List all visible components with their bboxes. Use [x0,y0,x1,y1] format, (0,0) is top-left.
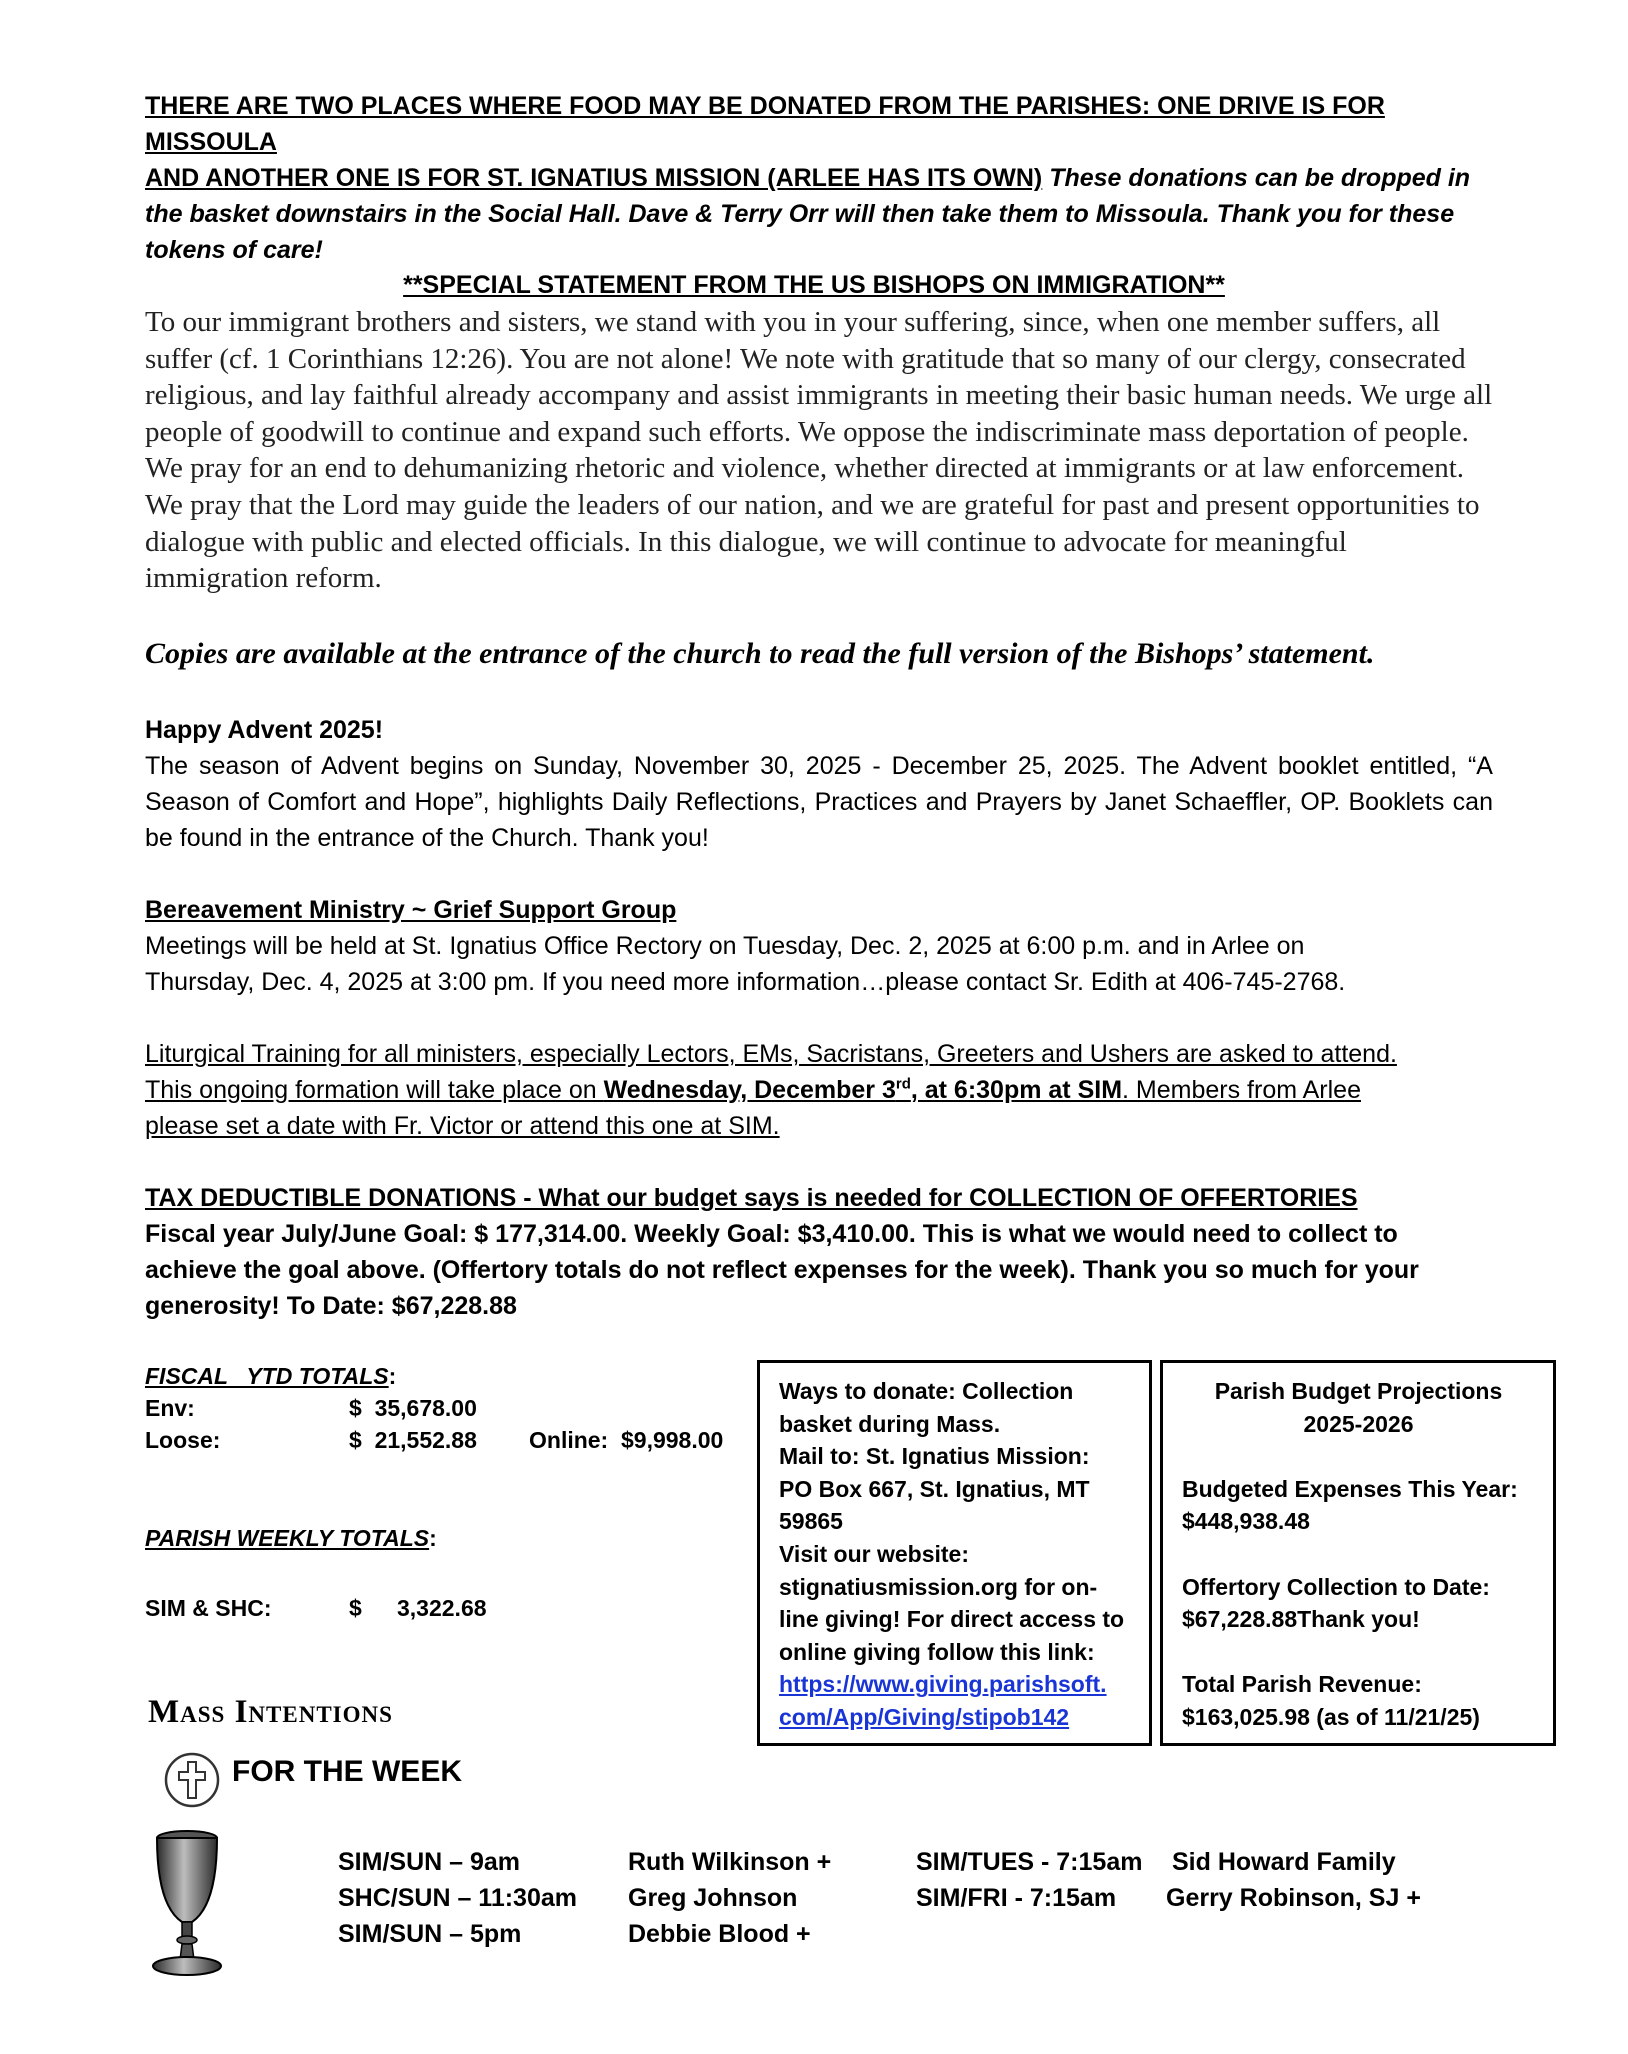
ways-line: line giving! For direct access to [779,1606,1125,1633]
giving-link-part2[interactable]: com/App/Giving/stipob142 [779,1703,1070,1730]
budget-revenue-label: Total Parish Revenue: [1182,1671,1422,1698]
weekly-currency: $ [349,1595,362,1621]
bereavement-title: Bereavement Ministry ~ Grief Support Group [145,896,677,924]
budget-revenue-value: $163,025.98 (as of 11/21/25) [1182,1703,1480,1730]
ways-to-donate-box [757,1360,1152,1746]
bereavement-line1: Meetings will be held at St. Ignatius Office Rectory on Tuesday, Dec. 2, 2025 at 6:00 p.m. and in Arlee on [145,932,1305,960]
budget-expenses-value: $448,938.48 [1182,1508,1310,1535]
budget-offertory-value: $67,228.88Thank you! [1182,1606,1420,1633]
liturgical-date-suffix: rd [895,1075,911,1093]
fiscal-ytd-heading [145,1360,396,1392]
mass-name-5: Gerry Robinson, SJ + [1166,1884,1421,1912]
liturgical-line2-post: . Members from Arlee [1122,1076,1361,1104]
liturgical-line1: Liturgical Training for all ministers, especially Lectors, EMs, Sacristans, Greeters and Ushers are asked to attend. [145,1040,1397,1068]
liturgical-line3: please set a date with Fr. Victor or attend this one at SIM. [145,1112,780,1140]
bishops-statement-body: To our immigrant brothers and sisters, we stand with you in your suffering, since, when one member suffers, all suffer (cf. 1 Corinthians 12:26). You are not alone! We note with gratitude that so many of our clergy, consecrated religious, and lay faithful already accompany and assist immigrants in meeting their basic human needs. We urge all people of goodwill to continue and expand such efforts. We oppose the indiscriminate mass deportation of people. We pray for an end to dehumanizing rhetoric and violence, whether directed at immigrants or at law enforcement. We pray that the Lord may guide the leaders of our nation, and we are grateful for past and present opportunities to dialogue with public and elected officials. In this dialogue, we will continue to advocate for meaningful immigration reform. [145,306,1493,595]
liturgical-line2-pre: This ongoing formation will take place on [145,1076,604,1104]
budget-title-line2: 2025-2026 [1303,1410,1414,1437]
loose-value: $ 21,552.88 [349,1427,477,1453]
bishops-copies-note: Copies are available at the entrance of the church to read the full version of the Bishops’ statement. [145,637,1375,670]
mass-time-4: SIM/TUES - 7:15am [916,1848,1143,1876]
chalice-icon [142,1828,232,1980]
giving-link[interactable] [779,1668,1131,1733]
mass-time-3: SIM/SUN – 5pm [338,1920,522,1948]
fiscal-ytd-colon: : [388,1363,397,1389]
ways-line: 59865 [779,1508,843,1535]
mass-name-2: Greg Johnson [628,1884,798,1912]
food-heading-line2: AND ANOTHER ONE IS FOR ST. IGNATIUS MISSION (ARLEE HAS ITS OWN) [145,164,1043,192]
ways-line: Visit our website: [779,1540,970,1567]
weekly-value: 3,322.68 [397,1595,487,1621]
bereavement-line2: Thursday, Dec. 4, 2025 at 3:00 pm. If you need more information…please contact Sr. Edith at 406-745-2768. [145,968,1346,996]
mass-time-5: SIM/FRI - 7:15am [916,1884,1117,1912]
liturgical-time: , at 6:30pm at SIM [910,1076,1123,1104]
env-value: $ 35,678.00 [349,1395,477,1421]
ways-line: basket during Mass. [779,1410,1001,1437]
budget-title-line1: Parish Budget Projections [1214,1378,1503,1404]
fiscal-ytd-heading-text: FISCAL YTD TOTALS [145,1363,389,1389]
mass-intentions-subtitle: FOR THE WEEK [232,1755,462,1788]
food-heading-line1: THERE ARE TWO PLACES WHERE FOOD MAY BE DONATED FROM THE PARISHES: ONE DRIVE IS FOR MISSOULA [145,92,1385,156]
ways-line: online giving follow this link: [779,1638,1095,1665]
ways-line: PO Box 667, St. Ignatius, MT [779,1475,1090,1502]
env-label: Env: [145,1395,195,1421]
weekly-label: SIM & SHC: [145,1595,272,1621]
ways-line: Ways to donate: Collection [779,1378,1074,1404]
mass-intentions-title: Mass Intentions [148,1694,393,1730]
liturgical-line2 [145,1072,1493,1108]
giving-link-part1[interactable]: https://www.giving.parishsoft. [779,1671,1107,1698]
loose-label: Loose: [145,1427,221,1453]
ways-line: stignatiusmission.org for on- [779,1573,1098,1600]
budget-expenses-label: Budgeted Expenses This Year: [1182,1475,1518,1502]
mass-name-4: Sid Howard Family [1172,1848,1396,1876]
mass-name-1: Ruth Wilkinson + [628,1848,832,1876]
budget-projections-box [1160,1360,1556,1746]
tax-body: Fiscal year July/June Goal: $ 177,314.00. Weekly Goal: $3,410.00. This is what we would need to collect to achieve the goal above. (Offertory totals do not reflect expenses for the week). Thank you so much for your generosity! To Date: $67,228.88 [145,1220,1419,1320]
liturgical-training-notice [145,1036,1493,1144]
mass-name-3: Debbie Blood + [628,1920,811,1948]
ways-line: Mail to: St. Ignatius Mission: [779,1443,1090,1470]
mass-time-2: SHC/SUN – 11:30am [338,1884,578,1912]
food-donation-notice [145,88,1493,268]
online-total: Online: $9,998.00 [529,1427,724,1453]
mass-time-1: SIM/SUN – 9am [338,1848,521,1876]
tax-title: TAX DEDUCTIBLE DONATIONS - What our budget says is needed for COLLECTION OF OFFERTORIES [145,1184,1358,1212]
budget-offertory-label: Offertory Collection to Date: [1182,1573,1490,1600]
advent-body: The season of Advent begins on Sunday, November 30, 2025 - December 25, 2025. The Advent booklet entitled, “A Season of Comfort and Hope”, highlights Daily Reflections, Practices and Prayers by Janet Schaeffler, OP. Booklets can be found in the entrance of the Church. Thank you! [145,752,1493,852]
bereavement-body [145,928,1493,1000]
parish-weekly-heading [145,1522,437,1554]
parish-weekly-colon: : [429,1525,437,1551]
cross-icon [162,1750,222,1810]
bishops-heading: **SPECIAL STATEMENT FROM THE US BISHOPS ON IMMIGRATION** [403,271,1225,299]
advent-title: Happy Advent 2025! [145,716,384,744]
parish-weekly-heading-text: PARISH WEEKLY TOTALS [145,1525,430,1551]
liturgical-date: Wednesday, December 3 [603,1076,896,1104]
food-italic-text: These donations can be dropped in the basket downstairs in the Social Hall. Dave & Terry Orr will then take them to Missoula. Thank you for these tokens of care! [145,164,1471,264]
